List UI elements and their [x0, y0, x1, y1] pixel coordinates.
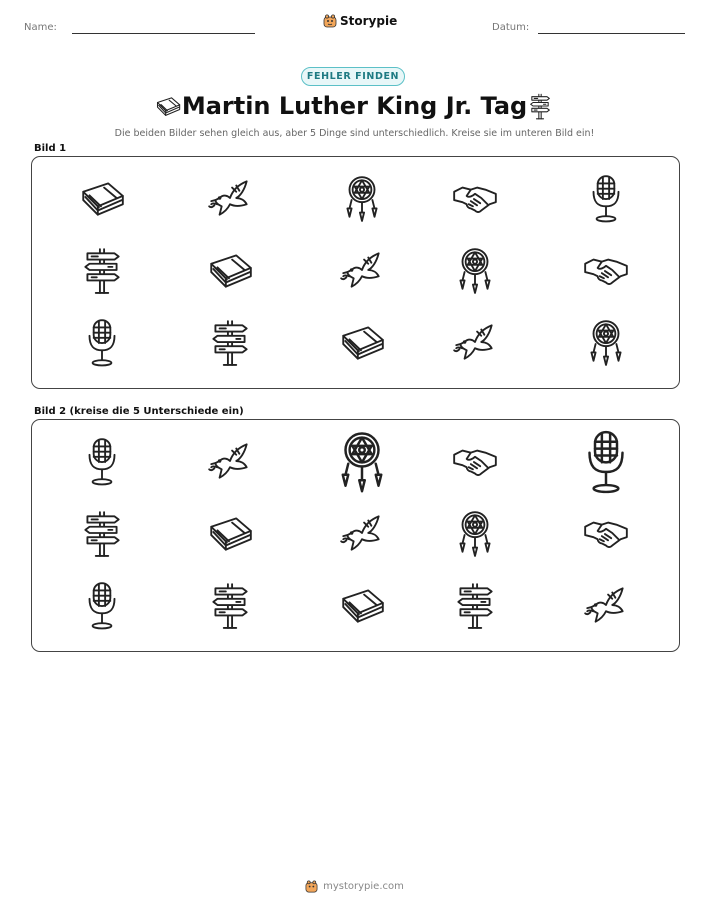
microphone-icon[interactable]: [77, 436, 127, 486]
handshake-icon: [450, 173, 500, 223]
date-line[interactable]: [538, 33, 685, 34]
dreamcatcher-icon[interactable]: [450, 508, 500, 558]
footer: [0, 880, 709, 893]
picture1-panel: [31, 156, 680, 389]
instructions: Die beiden Bilder sehen gleich aus, aber 5 Dinge sind unterschiedlich. Kreise sie im unteren Bild ein!: [114, 128, 595, 139]
name-line[interactable]: [72, 33, 255, 34]
storypie-mascot-icon: [323, 14, 337, 28]
signpost-icon[interactable]: [205, 580, 255, 630]
dreamcatcher-icon: [337, 173, 387, 223]
microphone-icon[interactable]: [573, 428, 639, 494]
microphone-icon[interactable]: [77, 580, 127, 630]
picture2-label: Bild 2 (kreise die 5 Unterschiede ein): [34, 406, 244, 417]
signpost-icon[interactable]: [450, 580, 500, 630]
book-icon[interactable]: [337, 580, 387, 630]
dove-icon[interactable]: [581, 580, 631, 630]
picture1-label: Bild 1: [34, 143, 67, 154]
book-icon[interactable]: [205, 508, 255, 558]
date-label: Datum:: [492, 22, 530, 33]
signpost-icon: [205, 317, 255, 367]
dreamcatcher-icon[interactable]: [329, 428, 395, 494]
book-icon: [205, 245, 255, 295]
book-icon: [152, 92, 184, 120]
name-label: Name:: [24, 22, 57, 33]
picture2-panel[interactable]: [31, 419, 680, 652]
microphone-icon: [581, 173, 631, 223]
page-title: Martin Luther King Jr. Tag: [181, 92, 528, 120]
signpost-icon[interactable]: [77, 508, 127, 558]
activity-badge: FEHLER FINDEN: [301, 67, 405, 86]
dreamcatcher-icon: [450, 245, 500, 295]
dove-icon: [450, 317, 500, 367]
handshake-icon[interactable]: [450, 436, 500, 486]
book-icon: [337, 317, 387, 367]
dove-icon: [337, 245, 387, 295]
book-icon: [77, 173, 127, 223]
handshake-icon: [581, 245, 631, 295]
dove-icon[interactable]: [205, 436, 255, 486]
microphone-icon: [77, 317, 127, 367]
signpost-icon: [526, 89, 554, 123]
storypie-mascot-icon: [305, 880, 318, 893]
brand-name: Storypie: [340, 14, 398, 28]
footer-website[interactable]: mystorypie.com: [323, 881, 404, 892]
dove-icon[interactable]: [337, 508, 387, 558]
signpost-icon: [77, 245, 127, 295]
dreamcatcher-icon: [581, 317, 631, 367]
handshake-icon[interactable]: [581, 508, 631, 558]
brand-logo: [323, 14, 397, 28]
dove-icon: [205, 173, 255, 223]
